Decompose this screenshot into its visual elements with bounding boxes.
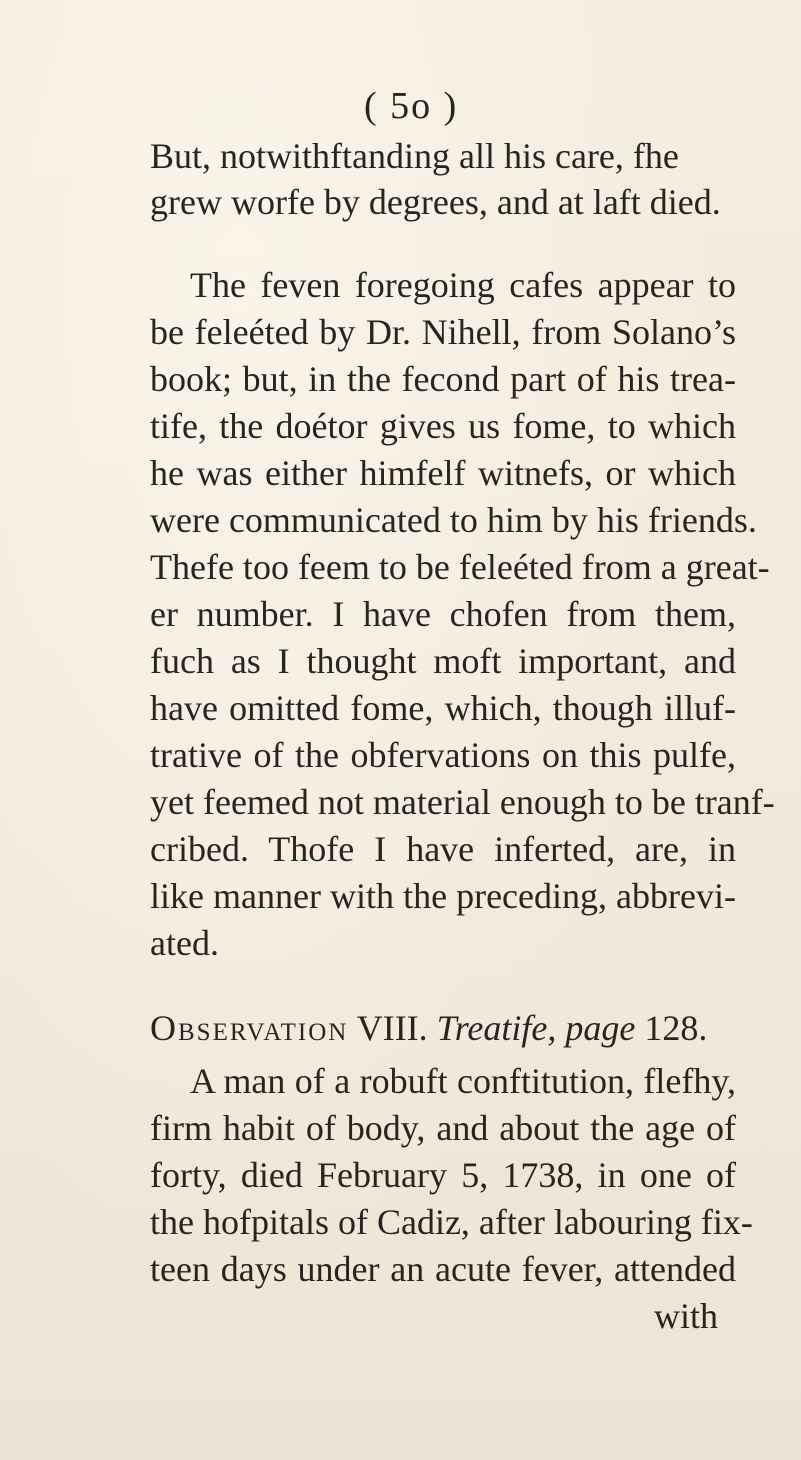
- text-line: forty, died February 5, 1738, in one of: [150, 1155, 736, 1195]
- text-line: trative of the obfervations on this pulfe,: [150, 735, 736, 775]
- text-line: like manner with the preceding, abbrevi-: [150, 876, 736, 916]
- text-line: book; but, in the fecond part of his trea-: [150, 359, 736, 399]
- text-line: A man of a robuft conftitution, flefhy,: [190, 1061, 736, 1101]
- heading-reference: Treatife, page: [436, 1008, 636, 1048]
- text-line: tife, the doétor gives us fome, to which: [150, 406, 736, 446]
- text-line: er number. I have chofen from them,: [150, 594, 736, 634]
- text-line: yet feemed not material enough to be tranf-: [150, 782, 775, 822]
- text-line: he was either himfelf witnefs, or which: [150, 453, 736, 493]
- text-line: ated.: [150, 923, 219, 963]
- text-line: fuch as I thought moft important, and: [150, 641, 736, 681]
- text-line: the hofpitals of Cadiz, after labouring fix-: [150, 1202, 753, 1242]
- page-number: ( 5o ): [364, 85, 459, 127]
- text-line: were communicated to him by his friends.: [150, 500, 757, 540]
- text-line: firm habit of body, and about the age of: [150, 1108, 736, 1148]
- text-line: Thefe too feem to be feleéted from a great-: [150, 547, 770, 587]
- text-line: The feven foregoing cafes appear to: [190, 265, 736, 305]
- observation-heading: [150, 1008, 738, 1048]
- text-line: have omitted fome, which, though illuf-: [150, 688, 736, 728]
- text-line: grew worfe by degrees, and at laft died.: [150, 182, 721, 222]
- heading-page: 128.: [644, 1008, 708, 1048]
- heading-label: Observation: [150, 1008, 349, 1048]
- heading-number: VIII.: [356, 1008, 428, 1048]
- text-line: teen days under an acute fever, attended: [150, 1249, 736, 1289]
- text-line: But, notwithftanding all his care, fhe: [150, 136, 679, 176]
- text-line: cribed. Thofe I have inferted, are, in: [150, 829, 736, 869]
- text-line: be feleéted by Dr. Nihell, from Solano’s: [150, 312, 736, 352]
- catchword: with: [654, 1296, 719, 1336]
